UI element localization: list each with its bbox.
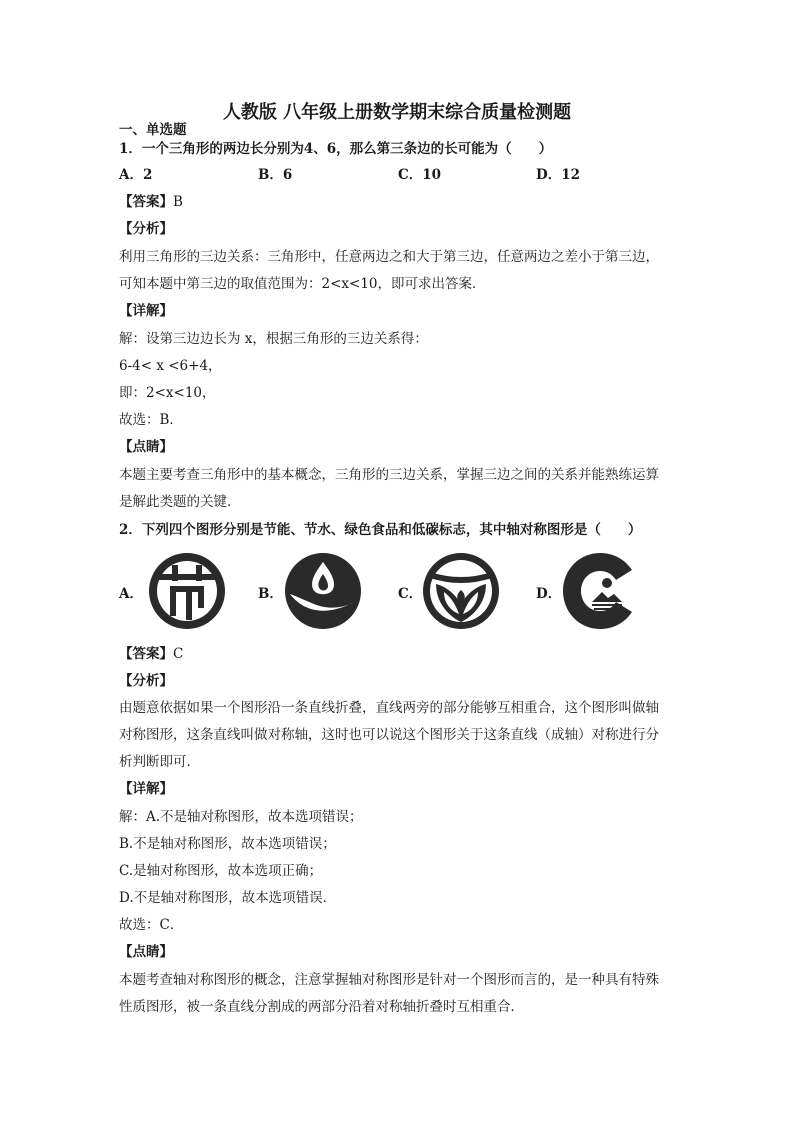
- q2-label-d: D．: [536, 586, 562, 602]
- q2-detail-line-5: 故选：C．: [119, 917, 184, 933]
- q2-analysis-line-3: 析判断即可．: [119, 754, 200, 770]
- q2-answer-value: C: [173, 646, 184, 662]
- q2-detail-line-2: B.不是轴对称图形，故本选项错误；: [119, 836, 336, 852]
- low-carbon-logo-icon: [562, 552, 634, 630]
- q2-analysis-tag: 【分析】: [119, 673, 173, 689]
- q1-detail-line-4: 故选：B．: [119, 412, 183, 428]
- q2-label-c: C．: [398, 586, 423, 602]
- q1-answer: [119, 192, 183, 212]
- q1-answer-value: B: [173, 194, 183, 210]
- q2-detail-line-4: D.不是轴对称图形，故本选项错误．: [119, 890, 337, 906]
- q2-comment-tag: 【点睛】: [119, 944, 173, 960]
- water-saving-logo-icon: [284, 552, 362, 630]
- q1-option-a: A．2: [119, 167, 153, 183]
- q1-comment-line-1: 本题主要考查三角形中的基本概念，三角形的三边关系，掌握三边之间的关系并能熟练运算: [119, 467, 659, 483]
- q2-stem: 2．下列四个图形分别是节能、节水、绿色食品和低碳标志，其中轴对称图形是（ ）: [119, 522, 642, 538]
- energy-saving-logo-icon: [148, 552, 226, 630]
- page-title: 人教版 八年级上册数学期末综合质量检测题: [222, 102, 572, 123]
- q2-label-a: A．: [119, 586, 143, 602]
- q1-option-b: B．6: [258, 167, 293, 183]
- q1-stem: 1．一个三角形的两边长分别为4、6，那么第三条边的长可能为（ ）: [119, 141, 553, 157]
- q1-option-c: C．10: [398, 167, 442, 183]
- q2-label-b: B．: [258, 586, 283, 602]
- q2-analysis-line-1: 由题意依据如果一个图形沿一条直线折叠，直线两旁的部分能够互相重合，这个图形叫做轴: [119, 700, 659, 716]
- q1-answer-tag: 【答案】: [119, 194, 173, 210]
- green-food-logo-icon: [422, 552, 500, 630]
- q2-answer: [119, 644, 183, 664]
- q1-detail-line-3: 即：2<x<10，: [119, 385, 216, 401]
- q2-detail-line-1: 解：A.不是轴对称图形，故本选项错误；: [119, 809, 363, 825]
- q2-answer-tag: 【答案】: [119, 646, 173, 662]
- q2-detail-line-3: C.是轴对称图形，故本选项正确；: [119, 863, 323, 879]
- q2-detail-tag: 【详解】: [119, 781, 173, 797]
- q1-comment-tag: 【点睛】: [119, 439, 173, 455]
- q2-comment-line-2: 性质图形，被一条直线分割成的两部分沿着对称轴折叠时互相重合．: [119, 999, 524, 1015]
- q2-comment-line-1: 本题考查轴对称图形的概念，注意掌握轴对称图形是针对一个图形而言的，是一种具有特殊: [119, 972, 659, 988]
- q1-analysis-line-2: 可知本题中第三边的取值范围为：2<x<10，即可求出答案．: [119, 276, 486, 292]
- q1-analysis-line-1: 利用三角形的三边关系：三角形中，任意两边之和大于第三边，任意两边之差小于第三边，: [119, 249, 659, 265]
- q1-detail-line-1: 解：设第三边边长为 x，根据三角形的三边关系得：: [119, 331, 428, 347]
- q1-detail-tag: 【详解】: [119, 303, 173, 319]
- q1-comment-line-2: 是解此类题的关键．: [119, 494, 241, 510]
- q2-analysis-line-2: 对称图形，这条直线叫做对称轴，这时也可以说这个图形关于这条直线（成轴）对称进行分: [119, 727, 659, 743]
- section-heading: 一、单选题: [119, 122, 187, 138]
- q1-detail-line-2: 6-4< x <6+4，: [119, 358, 222, 374]
- q1-option-d: D．12: [536, 167, 580, 183]
- q1-analysis-tag: 【分析】: [119, 221, 173, 237]
